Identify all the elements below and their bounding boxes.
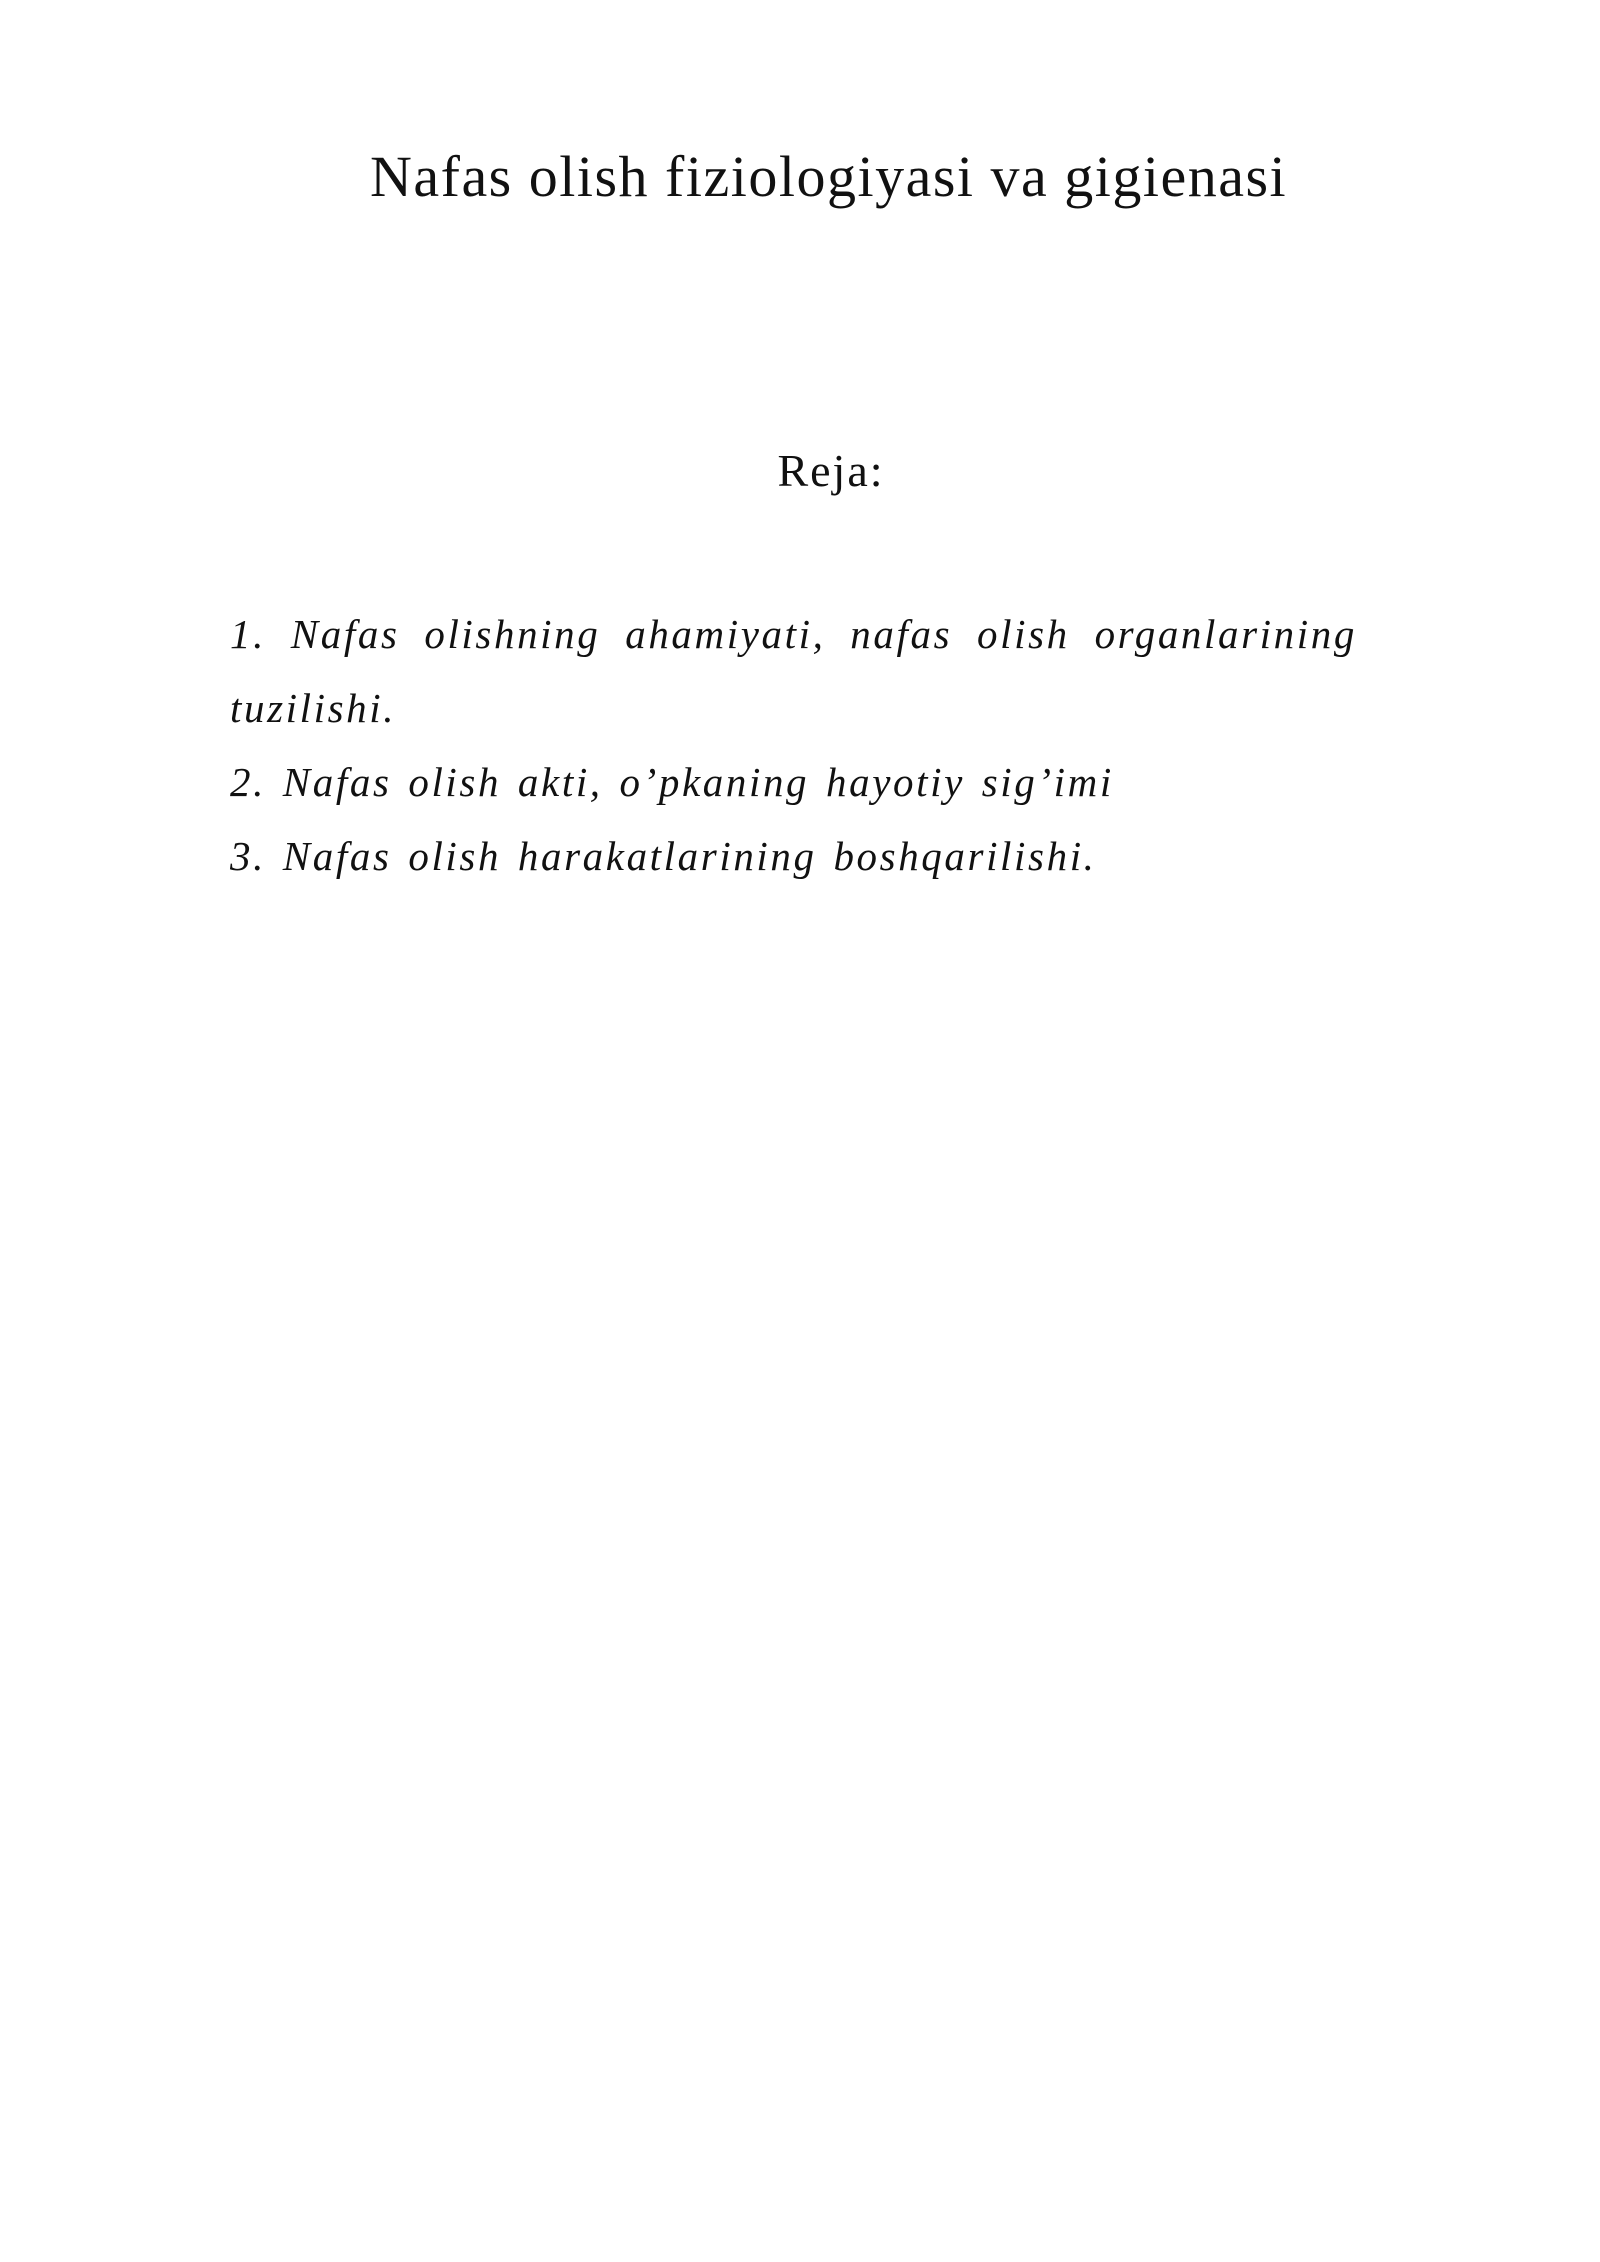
plan-item: 1. Nafas olishning ahamiyati, nafas olish organlarining tuzilishi. xyxy=(230,611,1357,731)
plan-list xyxy=(230,597,1370,893)
plan-item: 3. Nafas olish harakatlarining boshqarilishi. xyxy=(230,833,1097,879)
plan-item: 2. Nafas olish akti, o’pkaning hayotiy sig’imi xyxy=(230,759,1114,805)
plan-heading: Reja: xyxy=(777,445,885,496)
document-title: Nafas olish fiziologiyasi va gigienasi xyxy=(370,144,1288,209)
